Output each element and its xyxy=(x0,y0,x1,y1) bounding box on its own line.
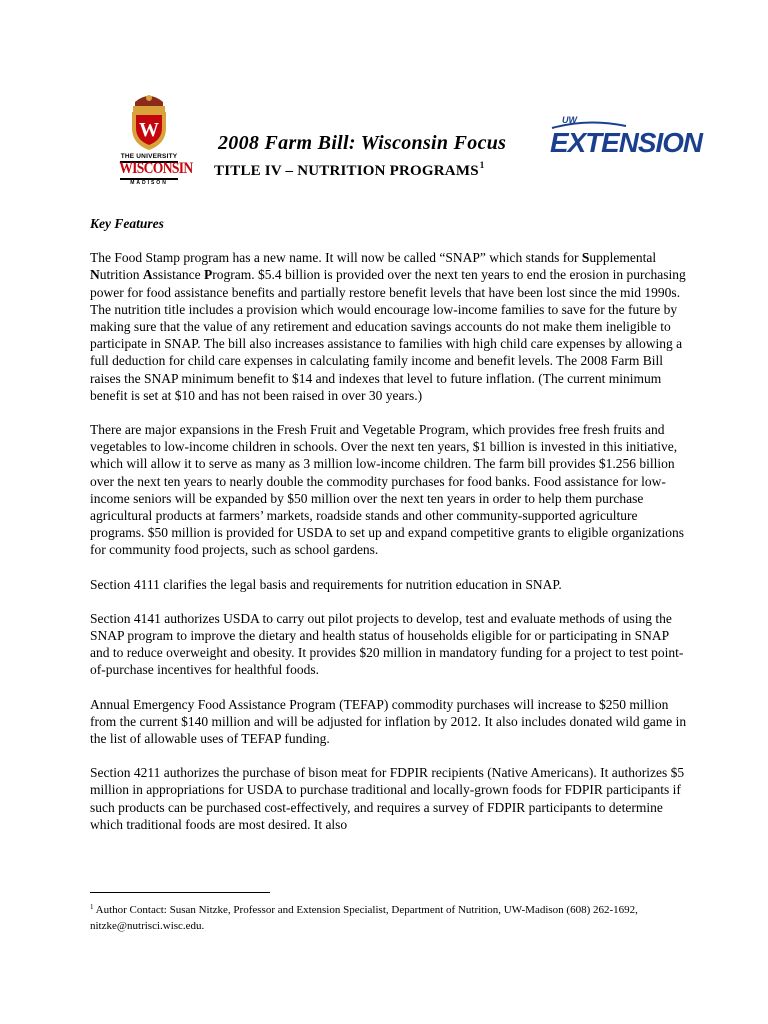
paragraph-section-4211: Section 4211 authorizes the purchase of bison meat for FDPIR recipients (Native Americans). It authorizes $5 million in appropriations for USDA to purchase traditional and locally-grown foods for FDPIR participants if such products can be purchased cost-effectively, and requires a survey of FDPIR participants to determine which traditional foods are most desired. It also xyxy=(90,765,685,832)
extension-uw-label: UW xyxy=(562,115,577,125)
acronym-word: rogram. xyxy=(212,267,255,283)
uw-madison-label: MADISON xyxy=(130,180,168,186)
section-heading: Key Features xyxy=(90,216,164,231)
acronym-letter: S xyxy=(581,250,590,266)
snap-details: $5.4 billion is provided over the next ten years to end the erosion in purchasing power for food assistance benefits and partially restore benefit levels that have been lost since the mid 1990s. The nutrition title includes a provision which would encourage low-income families to save for the future by making sure that the value of any retirement and education savings accounts do not make them ineligible to participate in SNAP. The bill also increases assistance to families with high child care expenses by allowing a full deduction for child care expenses in calculating family income and benefit levels. The 2008 Farm Bill raises the SNAP minimum benefit to $14 and indexes that level to future inflation. (The current minimum benefit is set at $10 and has not been raised in over 30 years.) xyxy=(90,267,686,403)
acronym-letter: N xyxy=(90,267,100,283)
uw-crest-icon xyxy=(129,92,169,152)
paragraph-section-4141: Section 4141 authorizes USDA to carry out pilot projects to develop, test and evaluate methods of using the SNAP program to improve the dietary and health status of households eligible for or participating in SNAP and to reduce overweight and obesity. It provides $20 million in mandatory funding for a project to test point-of-purchase incentives for healthful foods. xyxy=(90,610,684,678)
acronym-word: utrition xyxy=(99,267,143,283)
uw-extension-logo xyxy=(548,106,706,166)
snap-intro: The Food Stamp program has a new name. It will now be called “SNAP” which stands for xyxy=(90,250,582,266)
subtitle-text: TITLE IV – NUTRITION PROGRAMS xyxy=(214,163,479,179)
crest-letter: W xyxy=(139,119,159,141)
acronym-letter: A xyxy=(142,267,153,283)
extension-label: EXTENSION xyxy=(550,127,704,158)
document-subtitle xyxy=(214,160,484,180)
uw-university-label: THE UNIVERSITY xyxy=(120,153,178,160)
footnote-marker: 1 xyxy=(479,160,485,170)
acronym-letter: P xyxy=(204,267,213,283)
footnote-divider xyxy=(90,892,270,893)
document-body xyxy=(90,215,690,850)
paragraph-fresh-fruit: There are major expansions in the Fresh Fruit and Vegetable Program, which provides free fresh fruits and vegetables to low-income children in schools. Over the next ten years, $1 billion is invested in this initiative, which will allow it to serve as many as 3 million low-income children. The farm bill provides $1.256 billion over the next ten years to nearly double the commodity purchases for food banks. Food assistance for low-income seniors will be expanded by $50 million over the next ten years in order to help them purchase agricultural products at farmers’ markets, roadside stands and other community-supported agriculture programs. $50 million is provided for USDA to set up and expand competitive grants to eligible organizations for community food projects, such as school gardens. xyxy=(90,422,685,558)
paragraph-snap xyxy=(90,249,690,404)
paragraph-tefap: Annual Emergency Food Assistance Program (TEFAP) commodity purchases will increase to $250 million from the current $140 million and will be adjusted for inflation by 2012. It also includes donated wild game in the list of allowable uses of TEFAP funding. xyxy=(90,696,687,747)
footnote-number: 1 xyxy=(90,903,94,911)
footnote xyxy=(90,899,690,934)
uw-madison-logo xyxy=(114,92,193,190)
acronym-word: ssistance xyxy=(152,267,204,283)
acronym-word: upplemental xyxy=(589,250,657,266)
paragraph-section-4111: Section 4111 clarifies the legal basis and requirements for nutrition education in SNAP. xyxy=(90,576,562,592)
document-header xyxy=(0,92,768,192)
document-title: 2008 Farm Bill: Wisconsin Focus xyxy=(218,132,507,154)
uw-wisconsin-label: WISCONSIN xyxy=(119,160,193,177)
footnote-text: Author Contact: Susan Nitzke, Professor and Extension Specialist, Department of Nutrition, UW-Madison (608) 262-1692, nitzke@nutrisci.wisc.edu. xyxy=(90,904,638,932)
